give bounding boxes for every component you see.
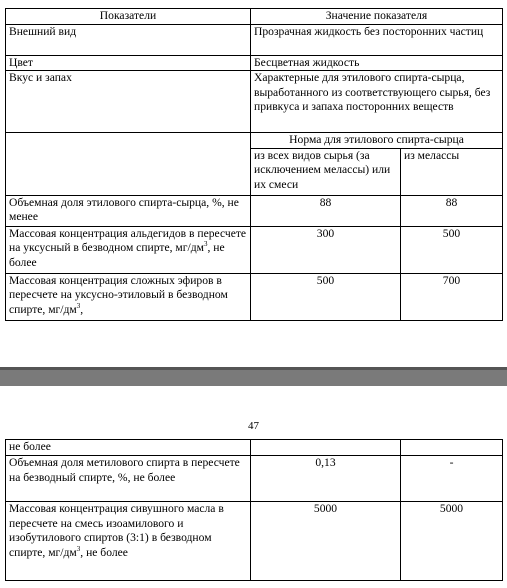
norm-header-row xyxy=(6,133,503,149)
superscript: 3 xyxy=(76,544,81,553)
value-molasses: - xyxy=(401,456,503,502)
row-label: Объемная доля этилового спирта-сырца, %, не менее xyxy=(6,195,251,226)
page-break-separator xyxy=(0,370,507,386)
row-label-suffix: , не более xyxy=(80,545,128,559)
document-page-lower xyxy=(0,386,507,588)
quality-indicators-table xyxy=(5,8,503,321)
table-row xyxy=(6,440,503,456)
row-value: Прозрачная жидкость без посторонних частиц xyxy=(251,24,503,55)
row-value: Бесцветная жидкость xyxy=(251,55,503,71)
table-row xyxy=(6,71,503,133)
row-value: Характерные для этилового спирта-сырца, выработанного из соответствующего сырья, без привкуса и запаха посторонних веществ xyxy=(251,71,503,133)
table-row xyxy=(6,273,503,320)
row-label xyxy=(6,226,251,273)
value-molasses: 500 xyxy=(401,226,503,273)
value-all-raw: 500 xyxy=(251,273,401,320)
table-row xyxy=(6,456,503,502)
quality-indicators-table-continued xyxy=(5,439,503,581)
empty-cell xyxy=(6,133,251,196)
value-all-raw: 88 xyxy=(251,195,401,226)
row-label-suffix: , xyxy=(80,302,84,316)
row-label: Внешний вид xyxy=(6,24,251,55)
row-label xyxy=(6,273,251,320)
table-header-row xyxy=(6,9,503,25)
norm-header: Норма для этилового спирта-сырца xyxy=(251,133,503,149)
table-row xyxy=(6,226,503,273)
value-molasses: 5000 xyxy=(401,502,503,581)
header-indicators: Показатели xyxy=(6,9,251,25)
empty-cell xyxy=(251,440,401,456)
empty-cell xyxy=(401,440,503,456)
row-label xyxy=(6,502,251,581)
superscript: 3 xyxy=(76,301,81,310)
value-all-raw: 0,13 xyxy=(251,456,401,502)
norm-col-molasses: из мелассы xyxy=(401,148,503,195)
row-label-text: Массовая концентрация сивушного масла в пересчете на смесь изоамилового и изобутилового спиртов (3:1) в безводном спирте, мг/дм xyxy=(9,502,224,559)
value-molasses: 88 xyxy=(401,195,503,226)
row-label: Цвет xyxy=(6,55,251,71)
value-molasses: 700 xyxy=(401,273,503,320)
table-row xyxy=(6,195,503,226)
row-label-text: Массовая концентрация сложных эфиров в пересчете на уксусно-этиловый в безводном спирте, мг/дм xyxy=(9,273,228,316)
page-number: 47 xyxy=(248,420,259,432)
norm-col-all-raw: из всех видов сырья (за исключением мелассы) или их смеси xyxy=(251,148,401,195)
row-label: Объемная доля метилового спирта в пересчете на безводный спирте, %, не более xyxy=(6,456,251,502)
value-all-raw: 5000 xyxy=(251,502,401,581)
header-value: Значение показателя xyxy=(251,9,503,25)
table-row xyxy=(6,55,503,71)
superscript: 3 xyxy=(203,240,208,248)
row-label: Вкус и запах xyxy=(6,71,251,133)
table-row xyxy=(6,502,503,581)
row-label-continuation: не более xyxy=(6,440,251,456)
table-row xyxy=(6,24,503,55)
row-label-suffix: , не более xyxy=(9,241,225,269)
value-all-raw: 300 xyxy=(251,226,401,273)
row-label-text: Массовая концентрация альдегидов в пересчете на уксусный в безводном спирте, мг/дм xyxy=(9,226,247,254)
